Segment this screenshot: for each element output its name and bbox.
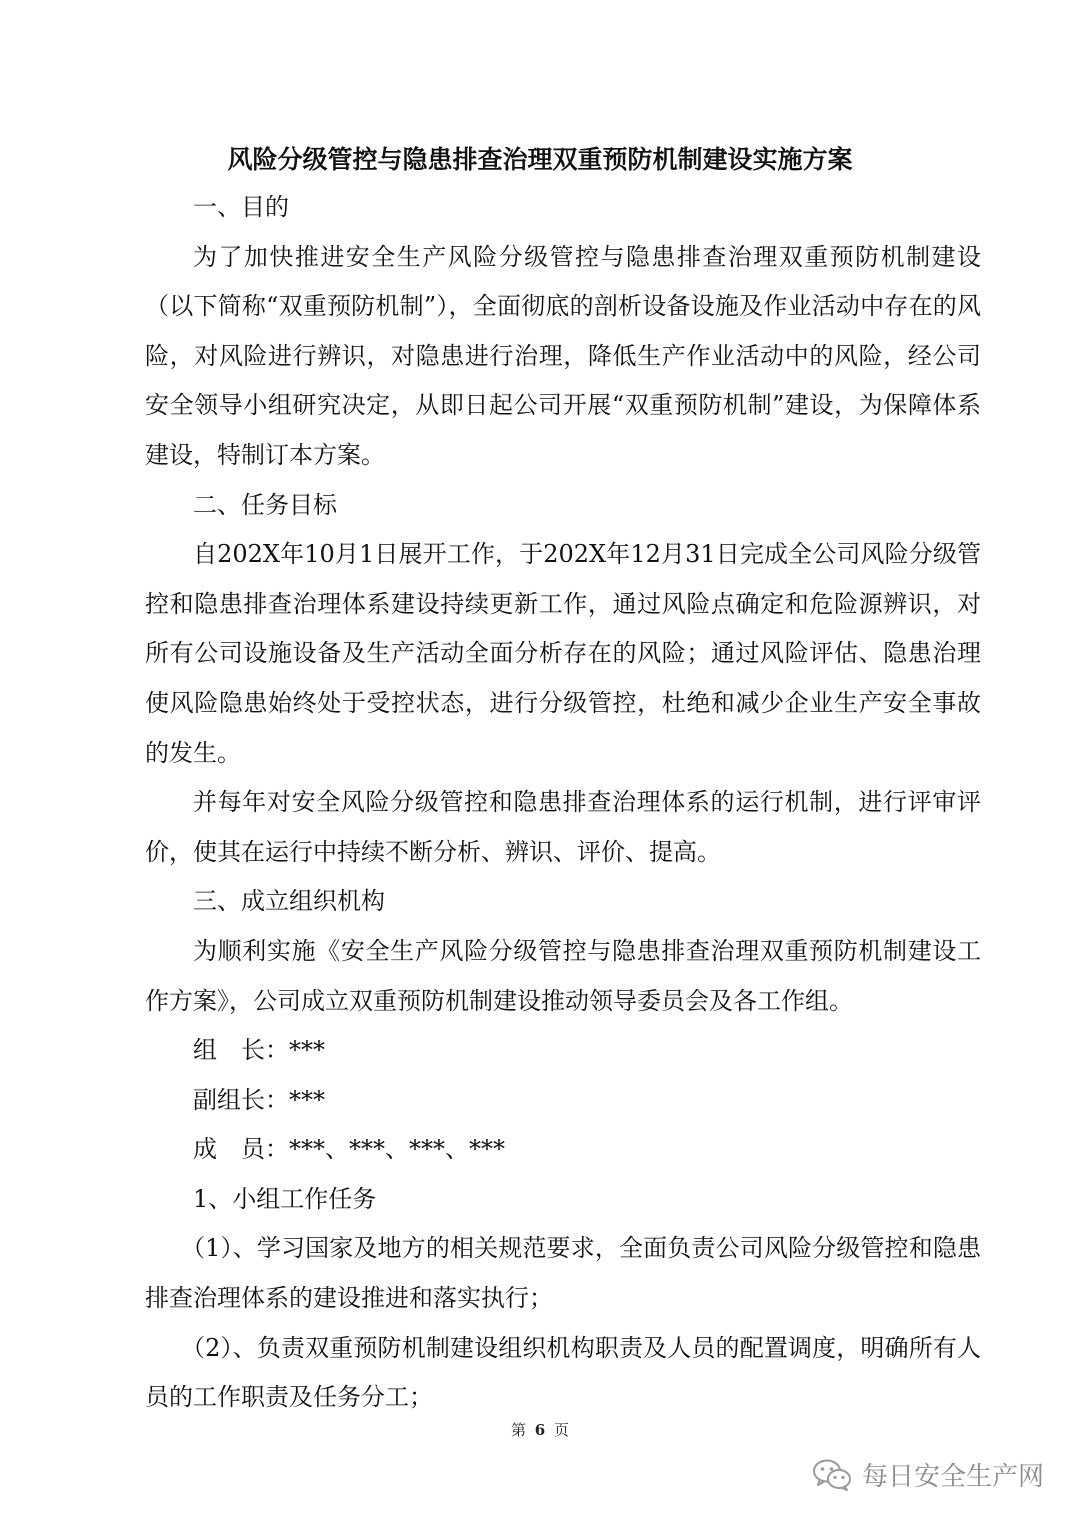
page-number-prefix: 第 bbox=[510, 1421, 526, 1439]
team-leader: 组 长：*** bbox=[193, 1036, 325, 1065]
task-item-1: （1）、学习国家及地方的相关规范要求，全面负责公司风险分级管控和隐患排查治理体系的建设推进和落实执行； bbox=[145, 1234, 981, 1313]
page-number: 6 bbox=[534, 1421, 546, 1439]
task-item-2: （2）、负责双重预防机制建设组织机构职责及人员的配置调度，明确所有人员的工作职责及任务分工； bbox=[145, 1333, 981, 1412]
paragraph-annual-review: 并每年对安全风险分级管控和隐患排查治理体系的运行机制，进行评审评价，使其在运行中持续不断分析、辨识、评价、提高。 bbox=[145, 788, 981, 866]
section-heading-task-goals: 二、任务目标 bbox=[193, 490, 337, 519]
subsection-heading-team-tasks: 1、小组工作任务 bbox=[193, 1184, 377, 1213]
deputy-team-leader: 副组长：*** bbox=[193, 1085, 325, 1114]
section-heading-organization: 三、成立组织机构 bbox=[193, 887, 385, 916]
document-title: 风险分级管控与隐患排查治理双重预防机制建设实施方案 bbox=[227, 145, 853, 174]
section-heading-purpose: 一、目的 bbox=[193, 193, 289, 221]
page-number-suffix: 页 bbox=[554, 1421, 570, 1439]
page-footer bbox=[0, 1419, 1080, 1440]
paragraph-organization: 为顺利实施《安全生产风险分级管控与隐患排查治理双重预防机制建设工作方案》，公司成立双重预防机制建设推动领导委员会及各工作组。 bbox=[145, 936, 981, 1015]
team-members: 成 员：***、***、***、*** bbox=[193, 1135, 505, 1164]
wechat-icon bbox=[812, 1458, 852, 1492]
paragraph-purpose: 为了加快推进安全生产风险分级管控与隐患排查治理双重预防机制建设（以下简称“双重预防机制”），全面彻底的剖析设备设施及作业活动中存在的风险，对风险进行辨识，对隐患进行治理，降低生产作业活动中的风险，经公司安全领导小组研究决定，从即日起公司开展“双重预防机制”建设，为保障体系建设，特制订本方案。 bbox=[145, 242, 981, 469]
watermark bbox=[812, 1456, 1044, 1493]
watermark-text: 每日安全生产网 bbox=[861, 1462, 1044, 1492]
document-body bbox=[145, 183, 981, 1423]
paragraph-task-goals: 自202X年10月1日展开工作，于202X年12月31日完成全公司风险分级管控和隐患排查治理体系建设持续更新工作，通过风险点确定和危险源辨识，对所有公司设施设备及生产活动全面分析存在的风险；通过风险评估、隐患治理使风险隐患始终处于受控状态，进行分级管控，杜绝和减少企业生产安全事故的发生。 bbox=[145, 540, 981, 767]
